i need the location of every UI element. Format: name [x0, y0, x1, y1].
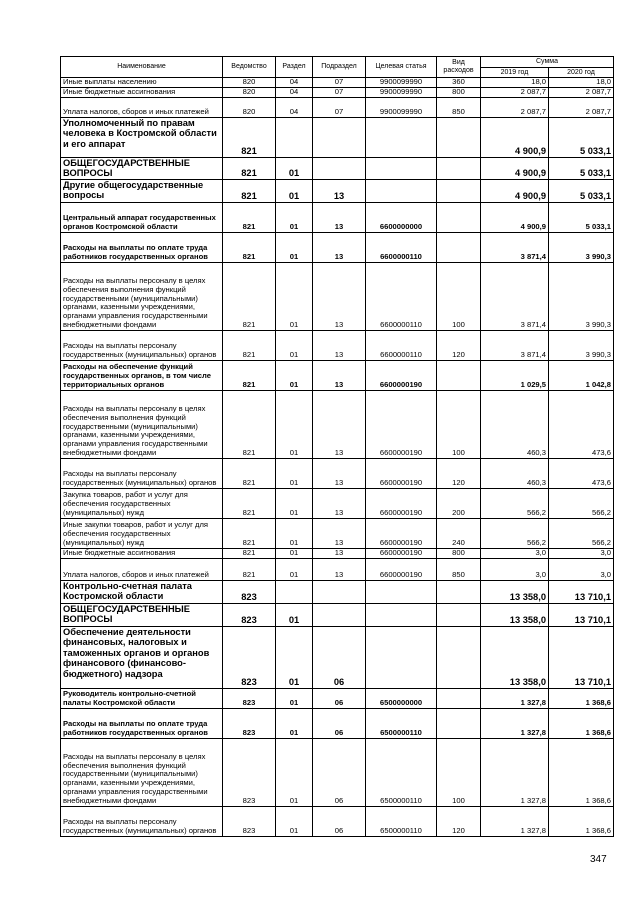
cell-expense-type: 850 — [437, 558, 481, 580]
header-expense-type: Вид расходов — [437, 57, 481, 78]
cell-razdel — [276, 117, 313, 157]
cell-sum-2020: 2 087,7 — [549, 87, 614, 97]
cell-name: Иные выплаты населению — [61, 78, 223, 88]
cell-sum-2019: 3,0 — [481, 548, 549, 558]
cell-sum-2019: 4 900,9 — [481, 117, 549, 157]
cell-name: Руководитель контрольно-счетной палаты Костромской области — [61, 688, 223, 708]
cell-sum-2019: 1 029,5 — [481, 360, 549, 390]
table-row — [61, 708, 614, 738]
cell-razdel: 01 — [276, 262, 313, 330]
cell-sum-2020: 3 990,3 — [549, 330, 614, 360]
cell-name: Обеспечение деятельности финансовых, налоговых и таможенных органов и органов финансового (финансово-бюджетного) надзора — [61, 626, 223, 688]
cell-vedomstvo: 821 — [223, 518, 276, 548]
cell-name: ОБЩЕГОСУДАРСТВЕННЫЕ ВОПРОСЫ — [61, 603, 223, 626]
cell-vedomstvo: 823 — [223, 738, 276, 806]
cell-podrazdel: 06 — [313, 708, 366, 738]
cell-razdel: 01 — [276, 390, 313, 458]
cell-target-article: 9900099990 — [366, 87, 437, 97]
table-row — [61, 806, 614, 836]
budget-table — [60, 56, 614, 837]
cell-sum-2020: 1 368,6 — [549, 708, 614, 738]
cell-target-article — [366, 603, 437, 626]
cell-sum-2020: 473,6 — [549, 390, 614, 458]
cell-name: ОБЩЕГОСУДАРСТВЕННЫЕ ВОПРОСЫ — [61, 157, 223, 179]
cell-razdel: 01 — [276, 157, 313, 179]
cell-vedomstvo: 823 — [223, 708, 276, 738]
table-row — [61, 688, 614, 708]
cell-podrazdel: 06 — [313, 626, 366, 688]
cell-name: Уполномоченный по правам человека в Костромской области и его аппарат — [61, 117, 223, 157]
cell-sum-2019: 1 327,8 — [481, 688, 549, 708]
cell-sum-2020: 5 033,1 — [549, 202, 614, 232]
table-row — [61, 626, 614, 688]
cell-sum-2019: 1 327,8 — [481, 806, 549, 836]
cell-podrazdel — [313, 603, 366, 626]
cell-expense-type: 240 — [437, 518, 481, 548]
cell-expense-type: 360 — [437, 78, 481, 88]
cell-name: Иные бюджетные ассигнования — [61, 87, 223, 97]
cell-sum-2020: 13 710,1 — [549, 580, 614, 603]
table-row — [61, 580, 614, 603]
cell-name: Расходы на выплаты персоналу государственных (муниципальных) органов — [61, 458, 223, 488]
cell-name: Уплата налогов, сборов и иных платежей — [61, 558, 223, 580]
cell-sum-2019: 566,2 — [481, 518, 549, 548]
cell-vedomstvo: 821 — [223, 548, 276, 558]
cell-target-article: 6600000110 — [366, 330, 437, 360]
cell-sum-2019: 18,0 — [481, 78, 549, 88]
cell-target-article: 6500000000 — [366, 688, 437, 708]
cell-sum-2020: 13 710,1 — [549, 626, 614, 688]
cell-name: Расходы на выплаты по оплате труда работников государственных органов — [61, 708, 223, 738]
cell-vedomstvo: 823 — [223, 806, 276, 836]
cell-expense-type: 200 — [437, 488, 481, 518]
cell-razdel: 01 — [276, 558, 313, 580]
cell-sum-2019: 13 358,0 — [481, 603, 549, 626]
cell-sum-2019: 4 900,9 — [481, 157, 549, 179]
header-year-2020: 2020 год — [549, 68, 614, 78]
cell-podrazdel — [313, 157, 366, 179]
cell-vedomstvo: 821 — [223, 117, 276, 157]
cell-expense-type — [437, 157, 481, 179]
cell-podrazdel: 13 — [313, 390, 366, 458]
table-row — [61, 262, 614, 330]
table-row — [61, 87, 614, 97]
cell-vedomstvo: 821 — [223, 330, 276, 360]
table-row — [61, 360, 614, 390]
cell-expense-type: 100 — [437, 390, 481, 458]
cell-vedomstvo: 823 — [223, 688, 276, 708]
cell-razdel: 01 — [276, 518, 313, 548]
cell-target-article: 6500000110 — [366, 738, 437, 806]
table-row — [61, 518, 614, 548]
table-row — [61, 202, 614, 232]
cell-podrazdel: 07 — [313, 97, 366, 117]
cell-name: Расходы на выплаты персоналу в целях обеспечения выполнения функций государственными (муниципальными) органами, казенными учреждениями, органами управления государственными внебюджетными фондами — [61, 738, 223, 806]
cell-sum-2019: 1 327,8 — [481, 708, 549, 738]
table-row — [61, 179, 614, 202]
cell-target-article: 6600000190 — [366, 458, 437, 488]
cell-sum-2019: 13 358,0 — [481, 626, 549, 688]
cell-name: Иные бюджетные ассигнования — [61, 548, 223, 558]
cell-vedomstvo: 821 — [223, 262, 276, 330]
cell-vedomstvo: 823 — [223, 603, 276, 626]
cell-sum-2020: 1 042,8 — [549, 360, 614, 390]
cell-expense-type — [437, 117, 481, 157]
cell-razdel: 01 — [276, 179, 313, 202]
cell-sum-2019: 4 900,9 — [481, 179, 549, 202]
cell-razdel: 01 — [276, 548, 313, 558]
cell-vedomstvo: 823 — [223, 580, 276, 603]
header-year-2019: 2019 год — [481, 68, 549, 78]
cell-name: Закупка товаров, работ и услуг для обеспечения государственных (муниципальных) нужд — [61, 488, 223, 518]
cell-podrazdel: 13 — [313, 202, 366, 232]
cell-vedomstvo: 821 — [223, 458, 276, 488]
table-row — [61, 330, 614, 360]
cell-sum-2020: 5 033,1 — [549, 157, 614, 179]
cell-expense-type: 100 — [437, 262, 481, 330]
cell-sum-2020: 566,2 — [549, 488, 614, 518]
table-row — [61, 458, 614, 488]
cell-sum-2019: 460,3 — [481, 458, 549, 488]
table-row — [61, 603, 614, 626]
table-row — [61, 117, 614, 157]
cell-vedomstvo: 820 — [223, 78, 276, 88]
cell-vedomstvo: 821 — [223, 202, 276, 232]
table-row — [61, 97, 614, 117]
cell-expense-type: 850 — [437, 97, 481, 117]
table-row — [61, 548, 614, 558]
cell-expense-type: 100 — [437, 738, 481, 806]
cell-expense-type: 120 — [437, 330, 481, 360]
cell-target-article: 6600000190 — [366, 518, 437, 548]
cell-target-article: 6600000190 — [366, 360, 437, 390]
cell-name: Иные закупки товаров, работ и услуг для обеспечения государственных (муниципальных) нужд — [61, 518, 223, 548]
cell-podrazdel: 13 — [313, 548, 366, 558]
cell-target-article — [366, 626, 437, 688]
cell-expense-type — [437, 708, 481, 738]
cell-expense-type — [437, 360, 481, 390]
cell-target-article: 6600000190 — [366, 488, 437, 518]
table-row — [61, 738, 614, 806]
cell-target-article: 9900099990 — [366, 78, 437, 88]
cell-sum-2019: 4 900,9 — [481, 202, 549, 232]
cell-sum-2019: 3 871,4 — [481, 330, 549, 360]
cell-razdel: 01 — [276, 806, 313, 836]
cell-sum-2019: 3 871,4 — [481, 262, 549, 330]
cell-vedomstvo: 820 — [223, 87, 276, 97]
cell-target-article: 6600000110 — [366, 232, 437, 262]
cell-razdel: 04 — [276, 78, 313, 88]
cell-razdel: 01 — [276, 603, 313, 626]
cell-vedomstvo: 820 — [223, 97, 276, 117]
header-sum: Сумма — [481, 57, 614, 68]
cell-podrazdel: 06 — [313, 688, 366, 708]
cell-podrazdel — [313, 117, 366, 157]
cell-sum-2019: 566,2 — [481, 488, 549, 518]
cell-podrazdel: 13 — [313, 518, 366, 548]
table-row — [61, 232, 614, 262]
header-podrazdel: Подраздел — [313, 57, 366, 78]
cell-expense-type — [437, 626, 481, 688]
cell-target-article: 6600000000 — [366, 202, 437, 232]
cell-podrazdel: 13 — [313, 330, 366, 360]
cell-expense-type: 120 — [437, 806, 481, 836]
cell-sum-2019: 3,0 — [481, 558, 549, 580]
cell-name: Расходы на выплаты персоналу в целях обеспечения выполнения функций государственными (муниципальными) органами, казенными учреждениями, органами управления государственными внебюджетными фондами — [61, 262, 223, 330]
cell-podrazdel: 06 — [313, 738, 366, 806]
header-razdel: Раздел — [276, 57, 313, 78]
cell-podrazdel: 13 — [313, 232, 366, 262]
cell-sum-2020: 18,0 — [549, 78, 614, 88]
cell-razdel: 01 — [276, 202, 313, 232]
cell-razdel: 04 — [276, 87, 313, 97]
cell-sum-2019: 2 087,7 — [481, 87, 549, 97]
cell-vedomstvo: 823 — [223, 626, 276, 688]
cell-razdel: 01 — [276, 458, 313, 488]
cell-razdel: 01 — [276, 232, 313, 262]
cell-name: Контрольно-счетная палата Костромской области — [61, 580, 223, 603]
cell-sum-2019: 3 871,4 — [481, 232, 549, 262]
table-row — [61, 488, 614, 518]
cell-expense-type: 120 — [437, 458, 481, 488]
cell-target-article: 6500000110 — [366, 806, 437, 836]
cell-sum-2020: 2 087,7 — [549, 97, 614, 117]
cell-sum-2019: 13 358,0 — [481, 580, 549, 603]
table-row — [61, 157, 614, 179]
cell-name: Расходы на выплаты персоналу в целях обеспечения выполнения функций государственными (муниципальными) органами, казенными учреждениями, органами управления государственными внебюджетными фондами — [61, 390, 223, 458]
cell-podrazdel: 06 — [313, 806, 366, 836]
cell-target-article: 9900099990 — [366, 97, 437, 117]
cell-vedomstvo: 821 — [223, 360, 276, 390]
cell-vedomstvo: 821 — [223, 558, 276, 580]
cell-name: Расходы на выплаты персоналу государственных (муниципальных) органов — [61, 806, 223, 836]
cell-sum-2020: 3 990,3 — [549, 262, 614, 330]
cell-razdel: 04 — [276, 97, 313, 117]
cell-expense-type — [437, 179, 481, 202]
cell-vedomstvo: 821 — [223, 179, 276, 202]
cell-razdel: 01 — [276, 708, 313, 738]
cell-name: Расходы на выплаты по оплате труда работников государственных органов — [61, 232, 223, 262]
header-name: Наименование — [61, 57, 223, 78]
cell-expense-type — [437, 688, 481, 708]
cell-sum-2020: 13 710,1 — [549, 603, 614, 626]
cell-razdel: 01 — [276, 626, 313, 688]
cell-sum-2019: 1 327,8 — [481, 738, 549, 806]
cell-target-article — [366, 117, 437, 157]
cell-sum-2020: 566,2 — [549, 518, 614, 548]
cell-sum-2020: 1 368,6 — [549, 688, 614, 708]
cell-vedomstvo: 821 — [223, 488, 276, 518]
cell-podrazdel: 13 — [313, 360, 366, 390]
cell-vedomstvo: 821 — [223, 157, 276, 179]
cell-target-article: 6600000110 — [366, 262, 437, 330]
cell-podrazdel: 07 — [313, 78, 366, 88]
cell-podrazdel: 13 — [313, 262, 366, 330]
cell-name: Расходы на выплаты персоналу государственных (муниципальных) органов — [61, 330, 223, 360]
table-row — [61, 78, 614, 88]
header-vedomstvo: Ведомство — [223, 57, 276, 78]
cell-name: Центральный аппарат государственных органов Костромской области — [61, 202, 223, 232]
cell-expense-type — [437, 202, 481, 232]
cell-expense-type — [437, 580, 481, 603]
cell-razdel: 01 — [276, 738, 313, 806]
cell-razdel: 01 — [276, 688, 313, 708]
cell-podrazdel: 13 — [313, 458, 366, 488]
cell-target-article: 6600000190 — [366, 390, 437, 458]
cell-sum-2019: 460,3 — [481, 390, 549, 458]
header-target-article: Целевая статья — [366, 57, 437, 78]
cell-sum-2020: 5 033,1 — [549, 179, 614, 202]
cell-sum-2020: 3,0 — [549, 548, 614, 558]
table-row — [61, 390, 614, 458]
cell-sum-2020: 5 033,1 — [549, 117, 614, 157]
page-number: 347 — [590, 854, 607, 865]
cell-target-article — [366, 179, 437, 202]
table-body — [61, 78, 614, 837]
cell-target-article — [366, 157, 437, 179]
cell-target-article: 6500000110 — [366, 708, 437, 738]
cell-podrazdel: 13 — [313, 488, 366, 518]
cell-sum-2020: 3,0 — [549, 558, 614, 580]
cell-sum-2020: 473,6 — [549, 458, 614, 488]
cell-sum-2019: 2 087,7 — [481, 97, 549, 117]
cell-razdel: 01 — [276, 330, 313, 360]
table-row — [61, 558, 614, 580]
cell-razdel: 01 — [276, 488, 313, 518]
cell-podrazdel: 13 — [313, 179, 366, 202]
cell-name: Расходы на обеспечение функций государственных органов, в том числе территориальных органов — [61, 360, 223, 390]
cell-razdel — [276, 580, 313, 603]
cell-name: Уплата налогов, сборов и иных платежей — [61, 97, 223, 117]
cell-expense-type: 800 — [437, 548, 481, 558]
cell-podrazdel: 07 — [313, 87, 366, 97]
cell-podrazdel: 13 — [313, 558, 366, 580]
cell-expense-type — [437, 603, 481, 626]
cell-target-article: 6600000190 — [366, 558, 437, 580]
cell-expense-type: 800 — [437, 87, 481, 97]
cell-vedomstvo: 821 — [223, 390, 276, 458]
cell-target-article: 6600000190 — [366, 548, 437, 558]
cell-razdel: 01 — [276, 360, 313, 390]
cell-podrazdel — [313, 580, 366, 603]
cell-sum-2020: 3 990,3 — [549, 232, 614, 262]
table-header — [61, 57, 614, 78]
cell-sum-2020: 1 368,6 — [549, 738, 614, 806]
cell-expense-type — [437, 232, 481, 262]
cell-sum-2020: 1 368,6 — [549, 806, 614, 836]
cell-target-article — [366, 580, 437, 603]
cell-vedomstvo: 821 — [223, 232, 276, 262]
cell-name: Другие общегосударственные вопросы — [61, 179, 223, 202]
